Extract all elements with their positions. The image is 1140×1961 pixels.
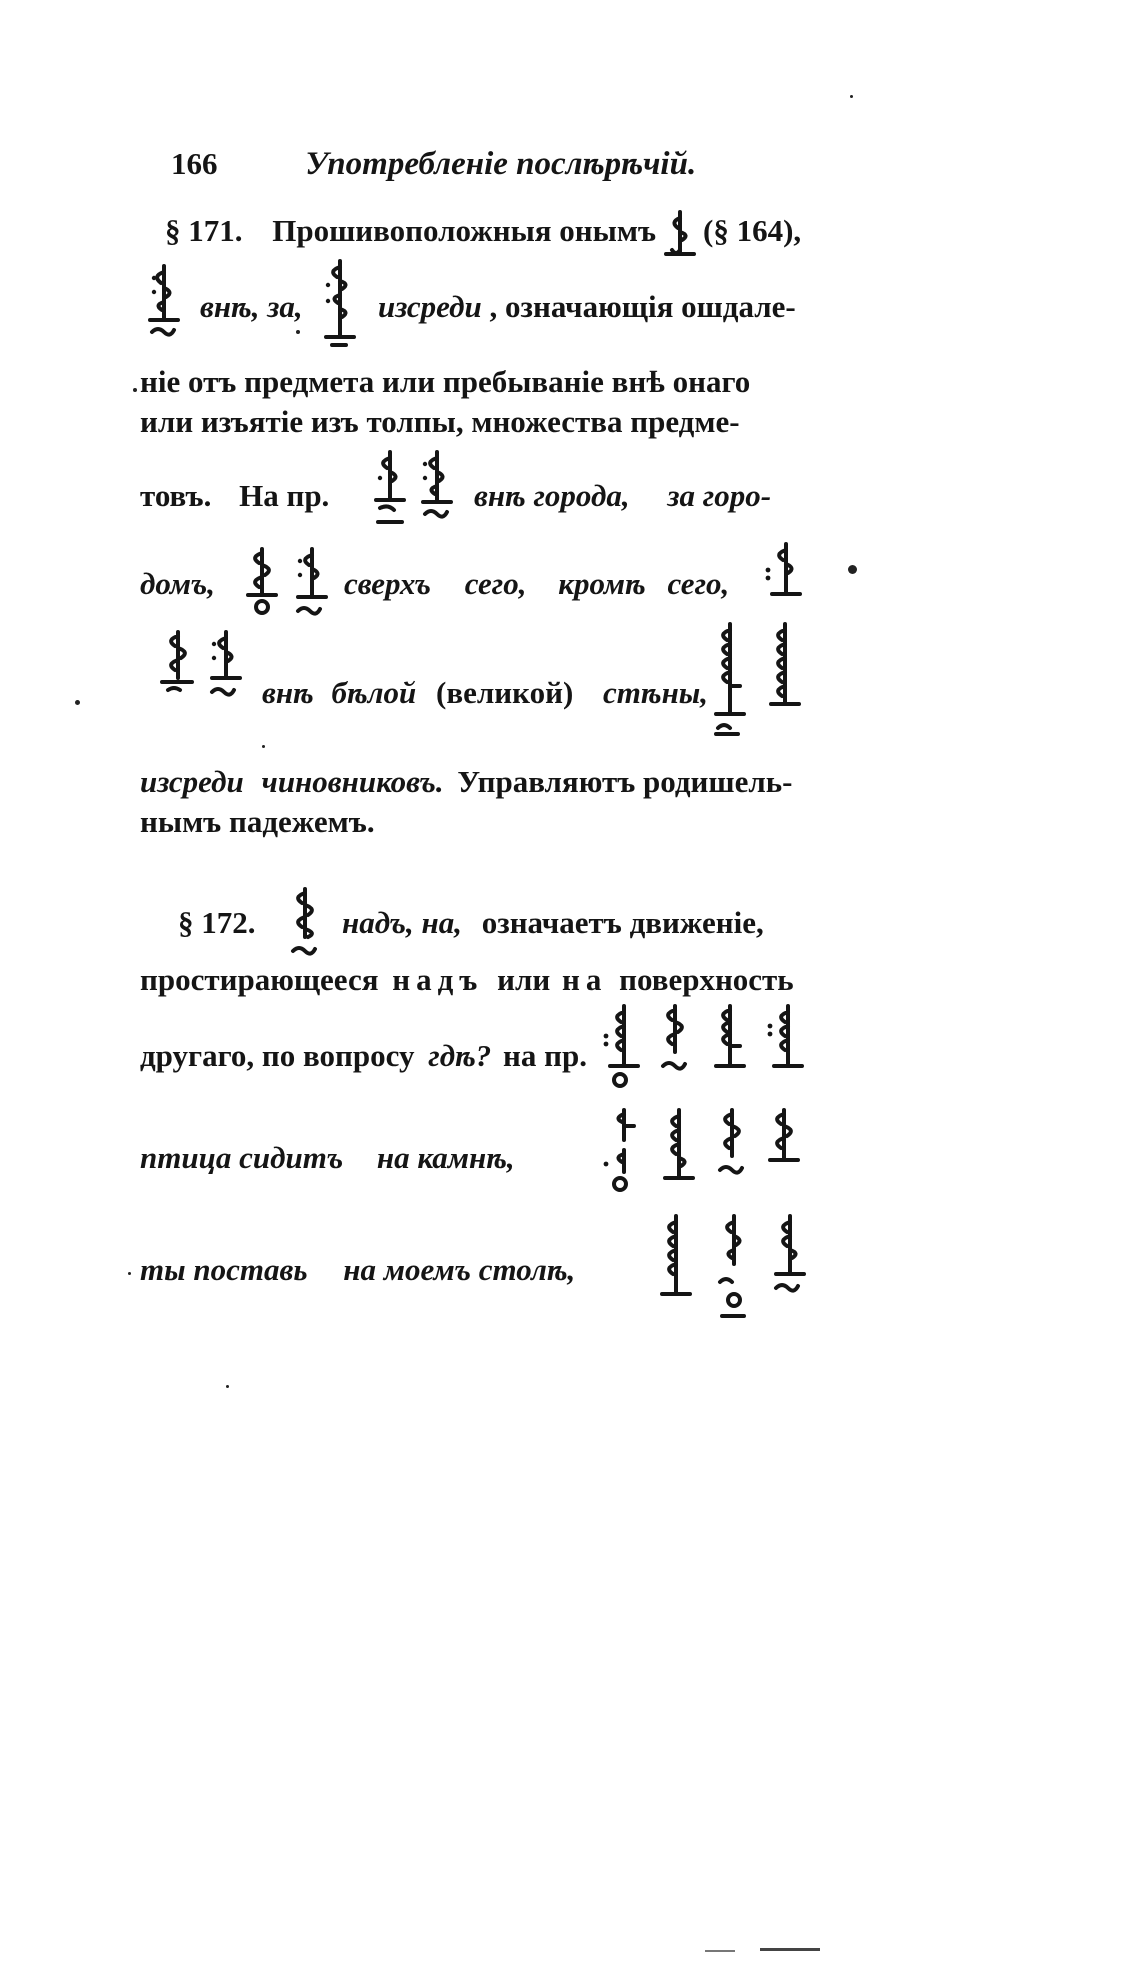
page-number: 166 xyxy=(171,146,218,181)
s171-line-7 xyxy=(262,675,708,711)
mongolian-word xyxy=(766,1212,810,1300)
mongolian-word xyxy=(142,262,182,340)
text-run: внѣ города, xyxy=(474,478,630,513)
text-run: за горо- xyxy=(667,478,772,513)
mongolian-word xyxy=(710,1212,754,1324)
s171-line-1 xyxy=(165,213,656,249)
text-run: кромѣ xyxy=(558,566,646,601)
section-number: § 171. xyxy=(165,213,243,248)
mongolian-word xyxy=(762,1002,806,1078)
text-run: Управляютъ родишель- xyxy=(457,764,793,799)
mongolian-word xyxy=(760,540,804,604)
running-title: Употребленіе послѣрѣчій. xyxy=(305,146,697,182)
mongolian-word xyxy=(655,1106,699,1196)
scan-speck xyxy=(75,700,80,705)
text-run: стѣны, xyxy=(603,675,709,710)
text-run: На пр. xyxy=(239,478,330,513)
s172-line-1a xyxy=(178,905,256,941)
s171-line-2b xyxy=(378,289,796,325)
s172-line-3 xyxy=(140,1038,587,1074)
mongolian-word xyxy=(156,628,200,700)
scan-speck xyxy=(133,388,137,392)
s172-line-5 xyxy=(140,1252,575,1288)
text-run: внѣ xyxy=(262,675,314,710)
text-run: означаетъ движеніе, xyxy=(481,905,764,940)
text-run: чиновниковъ. xyxy=(261,764,444,799)
text-run: внѣ, за, xyxy=(200,289,303,324)
scan-speck xyxy=(850,95,853,98)
text-run: сего, xyxy=(667,566,730,601)
scan-smudge xyxy=(760,1948,820,1951)
mongolian-word xyxy=(368,448,412,532)
s171-ref xyxy=(703,213,801,249)
scan-speck xyxy=(226,1385,229,1388)
scan-speck xyxy=(128,1272,131,1275)
s171-line-5a xyxy=(140,478,329,514)
text-run: на камнѣ, xyxy=(376,1140,515,1175)
text-run: другаго, по вопросу xyxy=(140,1038,415,1073)
text-run: Прошивоположныя онымъ xyxy=(272,213,657,248)
text-run: (§ 164), xyxy=(703,213,802,248)
mongolian-word xyxy=(765,620,805,712)
scan-speck xyxy=(296,330,300,334)
text-run: домъ, xyxy=(140,566,216,601)
mongolian-word xyxy=(288,545,332,621)
text-run: надъ xyxy=(392,962,484,997)
mongolian-word xyxy=(764,1106,804,1174)
text-run: или изъятіе изъ толпы, множества предме- xyxy=(140,404,740,439)
text-run: сверхъ xyxy=(344,566,431,601)
mongolian-word xyxy=(712,1106,752,1182)
mongolian-word xyxy=(242,545,282,621)
mongolian-word xyxy=(660,210,700,262)
mongolian-word xyxy=(413,448,457,532)
text-run: поверхность xyxy=(619,962,794,997)
s171-line-9 xyxy=(140,804,375,840)
s171-line-8 xyxy=(140,764,792,800)
text-run: на моемъ столѣ, xyxy=(343,1252,576,1287)
s171-line-2a xyxy=(200,289,303,325)
text-run: на пр. xyxy=(503,1038,587,1073)
s172-line-4 xyxy=(140,1140,515,1176)
text-run: птица сидитъ xyxy=(140,1140,344,1175)
mongolian-word xyxy=(598,1106,642,1196)
mongolian-word xyxy=(285,885,325,963)
mongolian-word xyxy=(710,1002,750,1078)
mongolian-word xyxy=(708,620,752,740)
s172-line-1b xyxy=(342,905,764,941)
mongolian-word xyxy=(316,257,360,349)
text-run: на xyxy=(561,962,608,997)
running-header xyxy=(171,146,696,183)
text-run: бѣлой xyxy=(331,675,417,710)
mongolian-word xyxy=(202,628,246,700)
s171-line-3 xyxy=(140,364,750,400)
text-run: ты поставь xyxy=(140,1252,308,1287)
s171-line-4 xyxy=(140,404,740,440)
scan-speck xyxy=(262,745,265,748)
text-run: ніе отъ предмета или пребываніе внѣ онаго xyxy=(140,364,751,399)
s172-line-2 xyxy=(140,962,794,998)
text-run: изсреди xyxy=(140,764,244,799)
text-run: (великой) xyxy=(436,675,574,710)
text-run: , означающія ошдале- xyxy=(489,289,796,324)
mongolian-word xyxy=(655,1002,695,1078)
mongolian-word xyxy=(652,1212,696,1312)
text-run: простирающееся xyxy=(140,962,379,997)
text-run: изсреди xyxy=(378,289,482,324)
text-run: сего, xyxy=(464,566,527,601)
text-run: или xyxy=(497,962,551,997)
text-run: надъ, на, xyxy=(342,905,462,940)
text-run: нымъ падежемъ. xyxy=(140,804,375,839)
mongolian-word xyxy=(598,1002,642,1094)
s171-line-6b xyxy=(344,566,729,602)
section-number: § 172. xyxy=(178,905,256,940)
scan-speck xyxy=(848,565,857,574)
text-run: товъ. xyxy=(140,478,212,513)
s171-line-5b xyxy=(474,478,771,514)
scan-smudge xyxy=(705,1950,735,1952)
text-run: гдѣ? xyxy=(428,1038,492,1073)
s171-line-6a xyxy=(140,566,215,602)
